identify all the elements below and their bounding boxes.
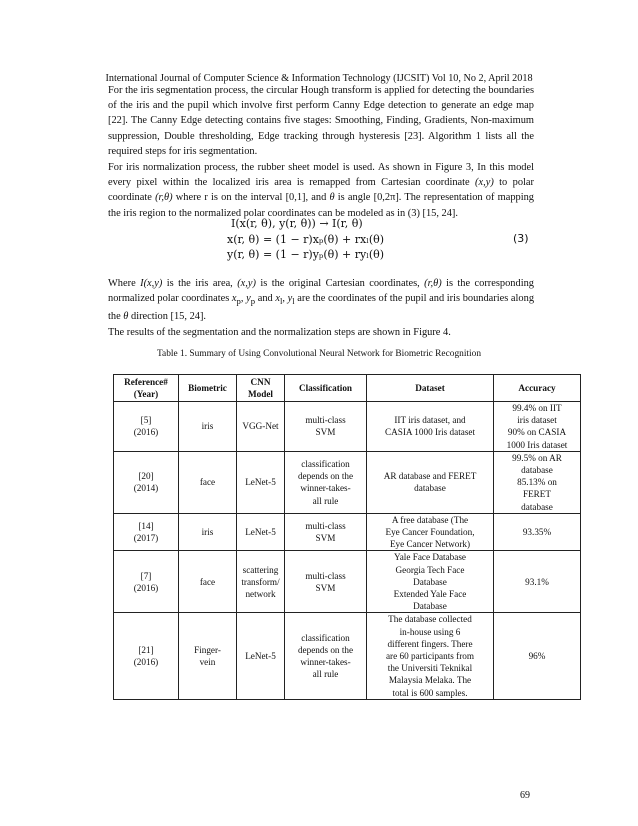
table-row	[114, 451, 581, 513]
equation-line-2: x(r, θ) = (1 − r)xₚ(θ) + rxₗ(θ)	[227, 232, 385, 246]
running-header: International Journal of Computer Science & Information Technology (IJCSIT) Vol 10, No 2, April 2018	[105, 73, 533, 84]
cell-reference: [14] (2017)	[114, 513, 179, 551]
table-caption: Table 1. Summary of Using Convolutional Neural Network for Biometric Recognition	[156, 349, 482, 359]
cell-dataset: Yale Face Database Georgia Tech Face Database Extended Yale Face Database	[367, 551, 494, 613]
cell-accuracy: 96%	[494, 613, 581, 699]
cell-cnn-model: LeNet-5	[237, 613, 285, 699]
header-reference: Reference# (Year)	[114, 375, 179, 402]
cell-biometric: face	[179, 451, 237, 513]
cell-accuracy: 99.5% on AR database 85.13% on FERET database	[494, 451, 581, 513]
cell-accuracy: 93.1%	[494, 551, 581, 613]
cell-classification: multi-class SVM	[285, 402, 367, 452]
header-dataset: Dataset	[367, 375, 494, 402]
table-header-row	[114, 375, 581, 402]
cell-classification: classification depends on the winner-takes- all rule	[285, 451, 367, 513]
equation-3	[227, 216, 384, 263]
cell-biometric: iris	[179, 402, 237, 452]
table-row	[114, 613, 581, 699]
cell-accuracy: 99.4% on IIT iris dataset 90% on CASIA 1000 Iris dataset	[494, 402, 581, 452]
cell-reference: [7] (2016)	[114, 551, 179, 613]
summary-table	[113, 374, 581, 700]
page-number: 69	[520, 790, 530, 801]
cell-dataset: AR database and FERET database	[367, 451, 494, 513]
cell-accuracy: 93.35%	[494, 513, 581, 551]
cell-classification: multi-class SVM	[285, 551, 367, 613]
cell-dataset: A free database (The Eye Cancer Foundation, Eye Cancer Network)	[367, 513, 494, 551]
header-accuracy: Accuracy	[494, 375, 581, 402]
cell-cnn-model: scattering transform/ network	[237, 551, 285, 613]
cell-classification: multi-class SVM	[285, 513, 367, 551]
cell-reference: [5] (2016)	[114, 402, 179, 452]
paragraph-where: Where I(x,y) is the iris area, (x,y) is the original Cartesian coordinates, (r,θ) is the corresponding normalized polar coordinates $x_p$, $y_p$ and $x_l$, $y_l$ are the coordinates of the pupil and iris boundaries along the θ direction [15, 24].	[108, 278, 535, 323]
cell-cnn-model: LeNet-5	[237, 513, 285, 551]
cell-dataset: IIT iris dataset, and CASIA 1000 Iris dataset	[367, 402, 494, 452]
cell-reference: [20] (2014)	[114, 451, 179, 513]
equation-line-3: y(r, θ) = (1 − r)yₚ(θ) + ryₗ(θ)	[227, 248, 385, 261]
cell-cnn-model: LeNet-5	[237, 451, 285, 513]
cell-biometric: iris	[179, 513, 237, 551]
table-row	[114, 402, 581, 452]
header-cnn-model: CNN Model	[237, 375, 285, 402]
cell-reference: [21] (2016)	[114, 613, 179, 699]
paragraph-segmentation: For the iris segmentation process, the circular Hough transform is applied for detecting the boundaries of the iris and the pupil which involve first perform Canny Edge detection to generate an edge map [22]. The Canny Edge detecting contains five stages: Smoothing, Finding, Gradients, Non-maximum suppression, Double thresholding, Edge tracking through hysteresis [23]. Algorithm 1 lists all the required steps for iris segmentation.	[108, 85, 534, 157]
table-row	[114, 513, 581, 551]
paragraph-normalization: For iris normalization process, the rubber sheet model is used. As shown in Figure 3, In this model every pixel within the localized iris area is remapped from Cartesian coordinate (x,y) to polar coordinate (r,θ) where r is on the interval [0,1], and θ is angle [0,2π]. The representation of mapping the iris region to the normalized polar coordinates can be modeled as in (3) [15, 24].	[108, 162, 535, 219]
cell-classification: classification depends on the winner-takes- all rule	[285, 613, 367, 699]
header-biometric: Biometric	[179, 375, 237, 402]
cell-biometric: face	[179, 551, 237, 613]
header-classification: Classification	[285, 375, 367, 402]
cell-cnn-model: VGG-Net	[237, 402, 285, 452]
cell-dataset: The database collected in-house using 6 different fingers. There are 60 participants from the Universiti Teknikal Malaysia Melaka. The total is 600 samples.	[367, 613, 494, 699]
paragraph-results: The results of the segmentation and the normalization steps are shown in Figure 4.	[108, 327, 451, 338]
cell-biometric: Finger- vein	[179, 613, 237, 699]
equation-line-1: I(x(r, θ), y(r, θ)) → I(r, θ)	[231, 217, 363, 230]
equation-number: (3)	[513, 232, 529, 245]
table-row	[114, 551, 581, 613]
